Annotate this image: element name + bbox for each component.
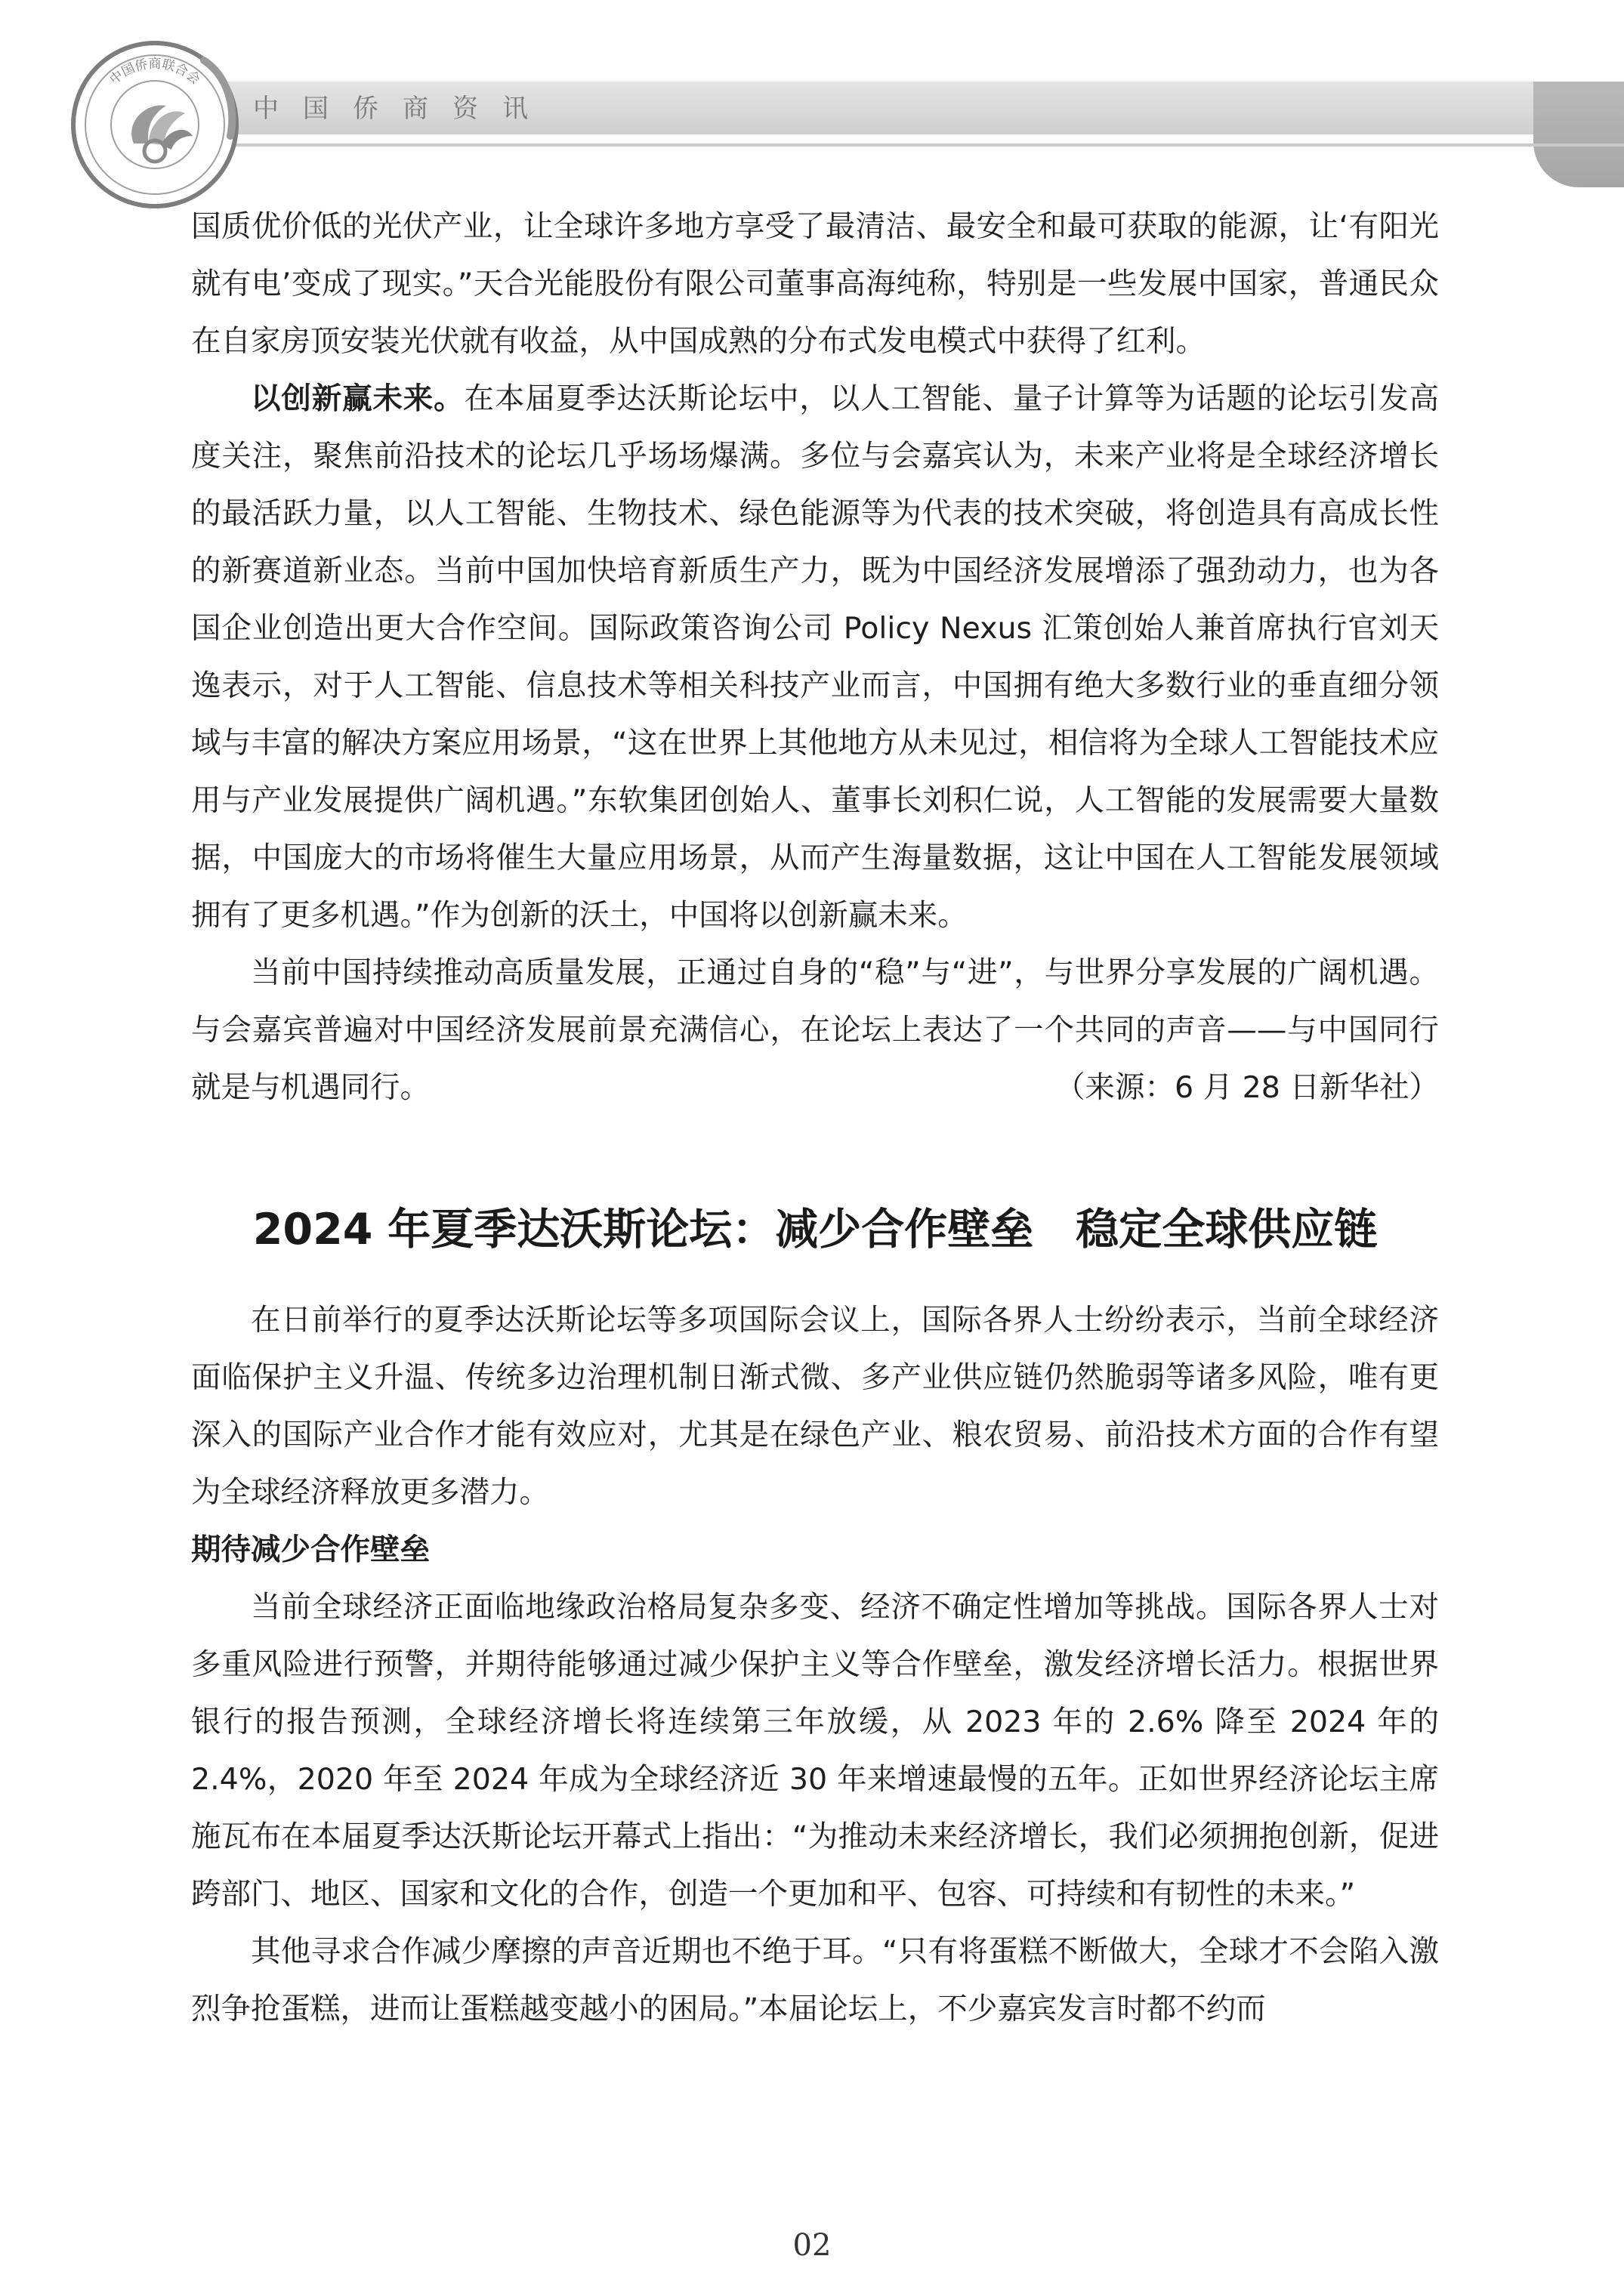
innovation-paragraph	[191, 370, 1439, 944]
article-title	[191, 1201, 1439, 1258]
header-divider	[151, 144, 1624, 147]
article-intro: 在日前举行的夏季达沃斯论坛等多项国际会议上，国际各界人士纷纷表示，当前全球经济面临保护主义升温、传统多边治理机制日渐式微、多产业供应链仍然脆弱等诸多风险，唯有更深入的国际产业合作才能有效应对，尤其是在绿色产业、粮农贸易、前沿技术方面的合作有望为全球经济释放更多潜力。	[191, 1303, 1439, 1510]
logo-ring-text: 中国侨商联合会	[107, 57, 203, 88]
association-logo	[64, 30, 245, 211]
page-number: 02	[792, 2228, 832, 2263]
article-paragraph: 当前全球经济正面临地缘政治格局复杂多变、经济不确定性增加等挑战。国际各界人士对多重风险进行预警，并期待能够通过减少保护主义等合作壁垒，激发经济增长活力。根据世界银行的报告预测，全球经济增长将连续第三年放缓，从 2023 年的 2.6% 降至 2024 年的 2.4%，2020 年至 2024 年成为全球经济近 30 年来增速最慢的五年。正如世界经济论坛主席施瓦布在本届夏季达沃斯论坛开幕式上指出：“为推动未来经济增长，我们必须拥抱创新，促进跨部门、地区、国家和文化的合作，创造一个更加和平、包容、可持续和有韧性的未来。”	[191, 1590, 1439, 1912]
page-content	[191, 198, 1439, 2038]
continued-paragraph: 国质优价低的光伏产业，让全球许多地方享受了最清洁、最安全和最可获取的能源，让‘有阳光就有电’变成了现实。”天合光能股份有限公司董事高海纯称，特别是一些发展中国家，普通民众在自家房顶安装光伏就有收益，从中国成熟的分布式发电模式中获得了红利。	[191, 209, 1439, 359]
innovation-body: 在本届夏季达沃斯论坛中，以人工智能、量子计算等为话题的论坛引发高度关注，聚焦前沿技术的论坛几乎场场爆满。多位与会嘉宾认为，未来产业将是全球经济增长的最活跃力量，以人工智能、生物技术、绿色能源等为代表的技术突破，将创造具有高成长性的新赛道新业态。当前中国加快培育新质生产力，既为中国经济发展增添了强劲动力，也为各国企业创造出更大合作空间。国际政策咨询公司 Policy Nexus 汇策创始人兼首席执行官刘天逸表示，对于人工智能、信息技术等相关科技产业而言，中国拥有绝大多数行业的垂直细分领域与丰富的解决方案应用场景，“这在世界上其他地方从未见过，相信将为全球人工智能技术应用与产业发展提供广阔机遇。”东软集团创始人、董事长刘积仁说，人工智能的发展需要大量数据，中国庞大的市场将催生大量应用场景，从而产生海量数据，这让中国在人工智能发展领域拥有了更多机遇。”作为创新的沃土，中国将以创新赢未来。	[191, 381, 1440, 933]
header-band-accent	[1533, 82, 1624, 187]
closing-paragraph: 当前中国持续推动高质量发展，正通过自身的“稳”与“进”，与世界分享发展的广阔机遇。与会嘉宾普遍对中国经济发展前景充满信心，在论坛上表达了一个共同的声音——与中国同行就是与机遇同行。	[191, 955, 1439, 1105]
header-title: 中国侨商资讯	[253, 94, 552, 124]
article-title-secondary: 稳定全球供应链	[1076, 1205, 1378, 1255]
innovation-lead: 以创新赢未来。	[251, 381, 465, 416]
section-subheading: 期待减少合作壁垒	[191, 1532, 430, 1567]
article-paragraph: 其他寻求合作减少摩擦的声音近期也不绝于耳。“只有将蛋糕不断做大，全球才不会陷入激烈争抢蛋糕，进而让蛋糕越变越小的困局。”本届论坛上，不少嘉宾发言时都不约而	[191, 1934, 1439, 2026]
article-title-main: 2024 年夏季达沃斯论坛：减少合作壁垒	[252, 1205, 1034, 1255]
source-citation: （来源：6 月 28 日新华社）	[1054, 1070, 1439, 1105]
